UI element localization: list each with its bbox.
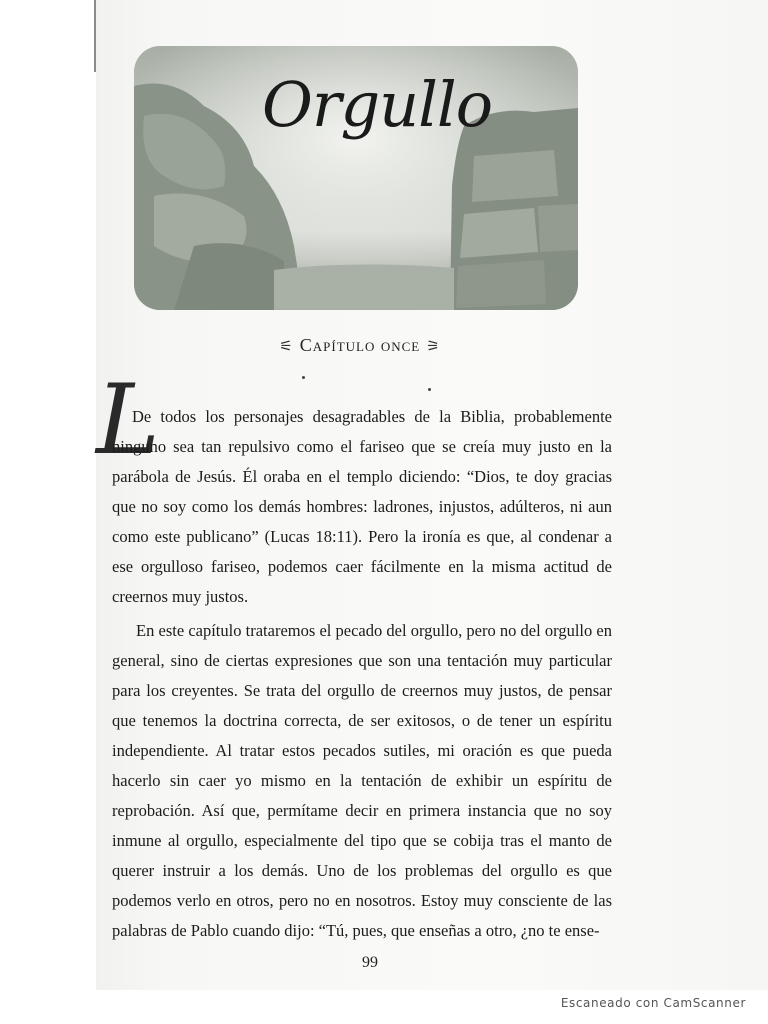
speck: [302, 376, 305, 379]
ornament-right-icon: ⚞: [426, 339, 441, 355]
chapter-heading: [200, 335, 520, 356]
speck: [428, 388, 431, 391]
ornament-left-icon: ⚟: [279, 339, 294, 355]
chapter-body: [112, 402, 612, 946]
paragraph: De todos los personajes desagradables de la Biblia, probablemente ninguno sea tan repulsivo como el fariseo que se creía muy justo en la parábola de Jesús. Él oraba en el templo diciendo: “Dios, te doy gracias que no soy como los demás hombres: ladrones, injustos, adúlteros, ni aun como este publicano” (Lucas 18:11). Pero la ironía es que, al condenar a ese orgulloso fariseo, podemos caer fácilmente en la misma actitud de creernos muy justos.: [112, 407, 612, 606]
drop-cap: L: [96, 364, 160, 476]
chapter-number-label: Capítulo once: [299, 335, 421, 355]
chapter-title: Orgullo: [262, 68, 493, 141]
scanner-watermark: Escaneado con CamScanner: [560, 996, 746, 1010]
paragraph: En este capítulo trataremos el pecado del orgullo, pero no del orgullo en general, sino de ciertas expresiones que son una tentación muy particular para los creyentes. Se trata del orgullo de creernos muy justos, de pensar que tenemos la doctrina correcta, de ser exitosos, o de tener un espíritu independiente. Al tratar estos pecados sutiles, mi oración es que pueda hacerlo sin caer yo mismo en la tentación de exhibir un espíritu de reprobación. Así que, permítame decir en primera instancia que no soy inmune al orgullo, especialmente del tipo que se cobija tras el manto de querer instruir a los demás. Uno de los problemas del orgullo es que podemos verlo en otros, pero no en nosotros. Estoy muy consciente de las palabras de Pablo cuando dijo: “Tú, pues, que enseñas a otro, ¿no te ense-: [112, 621, 612, 940]
page-number: 99: [362, 954, 378, 971]
page-edge: [94, 0, 96, 72]
